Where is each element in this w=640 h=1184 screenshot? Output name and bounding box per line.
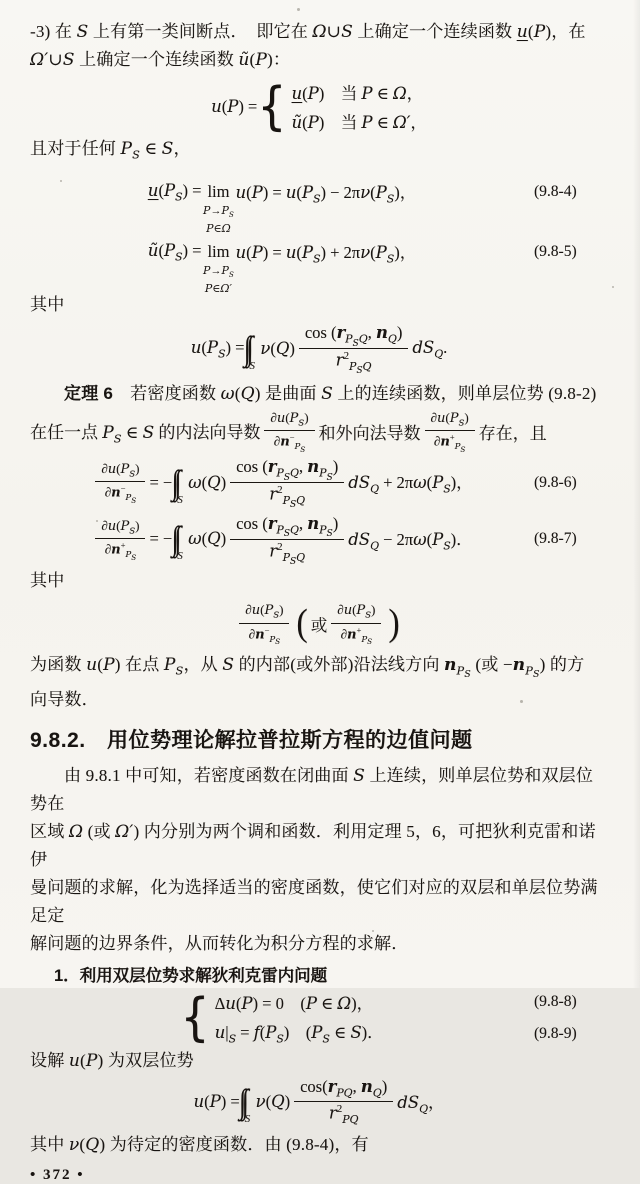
fraction: [299, 323, 408, 374]
equation-tag-9-8-6: (9.8-6): [534, 473, 577, 491]
equation-u-ps-integral: [30, 323, 608, 374]
equation-9-8-6: [30, 457, 608, 508]
eq-lhs: $ũ(P_S)$ =: [147, 241, 202, 264]
limit-operator: [203, 242, 234, 296]
fraction-denominator: $\partial n^-_{PS}$: [104, 483, 137, 505]
line-density-function: 其中 ν(Q) 为待定的密度函数．由 (9.8-4)，有: [30, 1134, 369, 1155]
fraction-numerator: $\partial u(P_S)$: [425, 410, 475, 431]
paragraph-intro-line-2: Ω′∪S 上确定一个连续函数 ũ(P)：: [30, 50, 291, 70]
eq-lhs: u(P) =: [193, 1092, 240, 1112]
lhs-fraction: [95, 518, 145, 561]
fraction-denominator: $\partial n^+_{PS}$: [433, 432, 466, 454]
scan-speck: [297, 8, 300, 11]
cases-rows: [292, 80, 427, 133]
laplace-equation-row: Δu(P) = 0 (P ∈ Ω)，: [214, 994, 374, 1014]
equation-double-layer-potential: [30, 1077, 608, 1126]
paragraph-intro-line-1: -3) 在 S 上有第一类间断点． 即它在 Ω∪S 上确定一个连续函数 u(P)，在: [30, 22, 586, 42]
fraction-numerator: $\cos(r_{PQ}$, $n_Q$): [294, 1077, 393, 1102]
theorem-text: 若密度函数 ω(Q) 是曲面 S 上的连续函数，则单层位势 (9.8-2): [112, 384, 597, 405]
double-integral-symbol: [174, 470, 184, 506]
outer-normal-derivative-fraction: [425, 410, 475, 453]
paragraph-section-line-1: 由 9.8.1 中可知，若密度函数在闭曲面 S 上连续，则单层位势和双层位势在: [30, 766, 594, 814]
equation-body: [30, 179, 534, 236]
integrand-suffix: $dS_Q + 2\pi\omega(P_S)$，: [348, 473, 473, 496]
cases-group: [257, 75, 427, 136]
double-integral-symbol: [242, 1089, 252, 1126]
eq-lhs: $u(P_S)$ =: [147, 181, 202, 204]
integrand-suffix: $dS_Q - 2\pi\omega(P_S)$．: [348, 530, 473, 553]
fraction: [294, 1077, 393, 1126]
lim-condition-1: $P\to P_S$: [203, 264, 234, 280]
integral-domain: S: [244, 1113, 251, 1126]
boundary-condition-row: $u|_S = f(P_S)$ ($P_S$ ∈ S)．: [214, 1023, 384, 1046]
theorem-6-line-2: [30, 410, 608, 453]
fraction-numerator: $\partial u(P_S)$: [95, 518, 145, 539]
paragraph-section-line-2: 区域 Ω (或 Ω′) 内分别为两个调和函数．利用定理 5，6，可把狄利克雷和诺伊: [30, 822, 596, 870]
line-qizhong-1: 其中: [30, 295, 65, 315]
lim-word: lim: [207, 182, 230, 202]
fraction-denominator: $\partial n^-_{PS}$: [273, 432, 306, 454]
fraction-numerator: $\partial u(P_S)$: [95, 461, 145, 482]
left-brace-symbol: {: [180, 986, 210, 1048]
fraction-denominator: $r^2_{PSQ}$: [335, 350, 372, 376]
fraction-denominator: $\partial n^+_{PS}$: [340, 624, 373, 646]
paragraph-directional-derivative-line-2: 向导数．: [30, 690, 99, 710]
equation-body: [30, 986, 534, 1048]
cases-rows: [215, 990, 384, 1045]
eq-rhs: $u(P) = u(P_S) - 2\pi\nu(P_S)$，: [235, 183, 417, 206]
theorem-text-a: 在任一点 $P_S$ ∈ S 的内法向导数: [30, 422, 261, 446]
fraction-numerator: $\partial u(P_S)$: [239, 602, 289, 623]
equation-tag-9-8-7: (9.8-7): [534, 530, 577, 548]
scan-speck: [612, 286, 614, 288]
equation-9-8-4: [30, 177, 608, 236]
equation-body: [30, 514, 534, 565]
fraction-denominator: $r^2_{PSQ}$: [269, 540, 306, 567]
fraction: [230, 514, 344, 565]
right-paren-symbol: ): [388, 602, 400, 644]
line-set-solution: 设解 u(P) 为双层位势: [30, 1051, 194, 1072]
scan-speck: [60, 180, 62, 182]
equation-tags: [534, 993, 608, 1043]
integral-domain: S: [177, 550, 183, 563]
eq-lhs: $u(P_S)$ =: [190, 337, 245, 360]
equation-cases-u: [30, 75, 608, 136]
limit-operator: [203, 182, 234, 236]
fraction-denominator: $\partial n^-_{PS}$: [248, 624, 281, 646]
theorem-6-line-1: [30, 380, 608, 408]
lim-condition-2: P∈Ω′: [204, 282, 233, 296]
equation-body: [30, 323, 608, 374]
theorem-text-mid: 和外向法导数: [318, 424, 421, 444]
fraction-numerator: $\partial u(P_S)$: [331, 602, 381, 623]
page-number: • 372 •: [30, 1166, 85, 1183]
theorem-label: 定理 6: [64, 384, 113, 404]
fraction-numerator: $\cos (r_{PSQ}$, $n_{PS}$): [230, 514, 344, 540]
fraction-numerator: $\cos (r_{PSQ}$, $n_{PS}$): [230, 457, 344, 483]
fraction: [230, 457, 344, 508]
line-for-any-ps: 且对于任何 $P_S$ ∈ S，: [30, 139, 191, 162]
eq-rhs: $u(P) = u(P_S) + 2\pi\nu(P_S)$，: [235, 243, 417, 266]
cases-lhs: u(P) =: [211, 96, 258, 116]
display-derivative-pair: [30, 599, 608, 649]
integrand-prefix: ν(Q): [260, 338, 295, 358]
outer-derivative-fraction: [331, 602, 381, 645]
equation-tag-9-8-9: (9.8-9): [534, 1024, 577, 1042]
equation-body: [30, 75, 608, 136]
integral-domain: S: [249, 359, 255, 372]
equals-minus: = −: [149, 529, 173, 549]
subsection-heading-dirichlet: 1．利用双层位势求解狄利克雷内问题: [54, 967, 328, 986]
equation-tag-9-8-8: (9.8-8): [534, 992, 577, 1010]
scan-speck: [96, 520, 98, 522]
paragraph-directional-derivative-line-1: 为函数 u(P) 在点 $P_S$，从 S 的内部(或外部)沿法线方向 $n_{PS}$ (或 $-n_{PS}$) 的方: [30, 654, 585, 681]
paragraph-section-line-4: 解问题的边界条件，从而转化为积分方程的求解．: [30, 934, 409, 954]
left-brace-symbol: {: [257, 75, 287, 136]
integral-domain: S: [177, 493, 183, 506]
double-integral-symbol: [174, 526, 184, 563]
equation-9-8-7: [30, 514, 608, 565]
double-integral-symbol: [246, 336, 256, 372]
fraction-denominator: $r^2_{PQ}$: [328, 1103, 359, 1127]
integrand-suffix: $dS_Q$.: [412, 337, 448, 360]
integrand-prefix: ω(Q): [188, 529, 227, 549]
huo-text: 或: [310, 615, 328, 635]
section-heading-9-8-2: 9.8.2. 用位势理论解拉普拉斯方程的边值问题: [30, 729, 473, 753]
line-qizhong-2: 其中: [30, 570, 65, 590]
equation-tag-9-8-4: (9.8-4): [534, 183, 577, 201]
scan-speck: [372, 930, 374, 932]
lhs-fraction: [95, 461, 145, 504]
scan-speck: [520, 700, 523, 703]
integrand-suffix: $dS_Q$，: [397, 1092, 445, 1116]
case-row-interior: u(P) 当 P ∈ Ω，: [291, 84, 424, 103]
theorem-text-b: 存在，且: [478, 424, 547, 444]
integrand-prefix: ν(Q): [255, 1092, 291, 1112]
equation-tag-9-8-5: (9.8-5): [534, 243, 577, 261]
inner-derivative-fraction: [239, 602, 289, 645]
case-row-exterior: ũ(P) 当 P ∈ Ω′，: [291, 113, 427, 132]
equation-body: [30, 457, 534, 508]
equation-system-9-8-8-9: [30, 986, 608, 1048]
fraction-denominator: $\partial n^+_{PS}$: [104, 540, 137, 562]
integrand-prefix: ω(Q): [188, 472, 227, 492]
fraction-denominator: $r^2_{PSQ}$: [269, 483, 306, 510]
equation-body: [30, 602, 608, 645]
equation-9-8-5: [30, 237, 608, 296]
equation-body: [30, 239, 534, 296]
paragraph-section-line-3: 曼问题的求解，化为选择适当的密度函数，使它们对应的双层和单层位势满足定: [30, 878, 598, 926]
lim-word: lim: [207, 242, 230, 262]
equals-minus: = −: [149, 472, 173, 492]
fraction-numerator: $\partial u(P_S)$: [264, 410, 314, 431]
lim-condition-1: $P\to P_S$: [203, 204, 234, 220]
left-paren-symbol: (: [296, 602, 308, 644]
inner-normal-derivative-fraction: [264, 410, 314, 453]
cases-group: [180, 986, 384, 1048]
fraction-numerator: $\cos (r_{PSQ}$, $n_Q$): [299, 323, 408, 349]
equation-body: [30, 1077, 608, 1126]
lim-condition-2: P∈Ω: [206, 222, 231, 236]
